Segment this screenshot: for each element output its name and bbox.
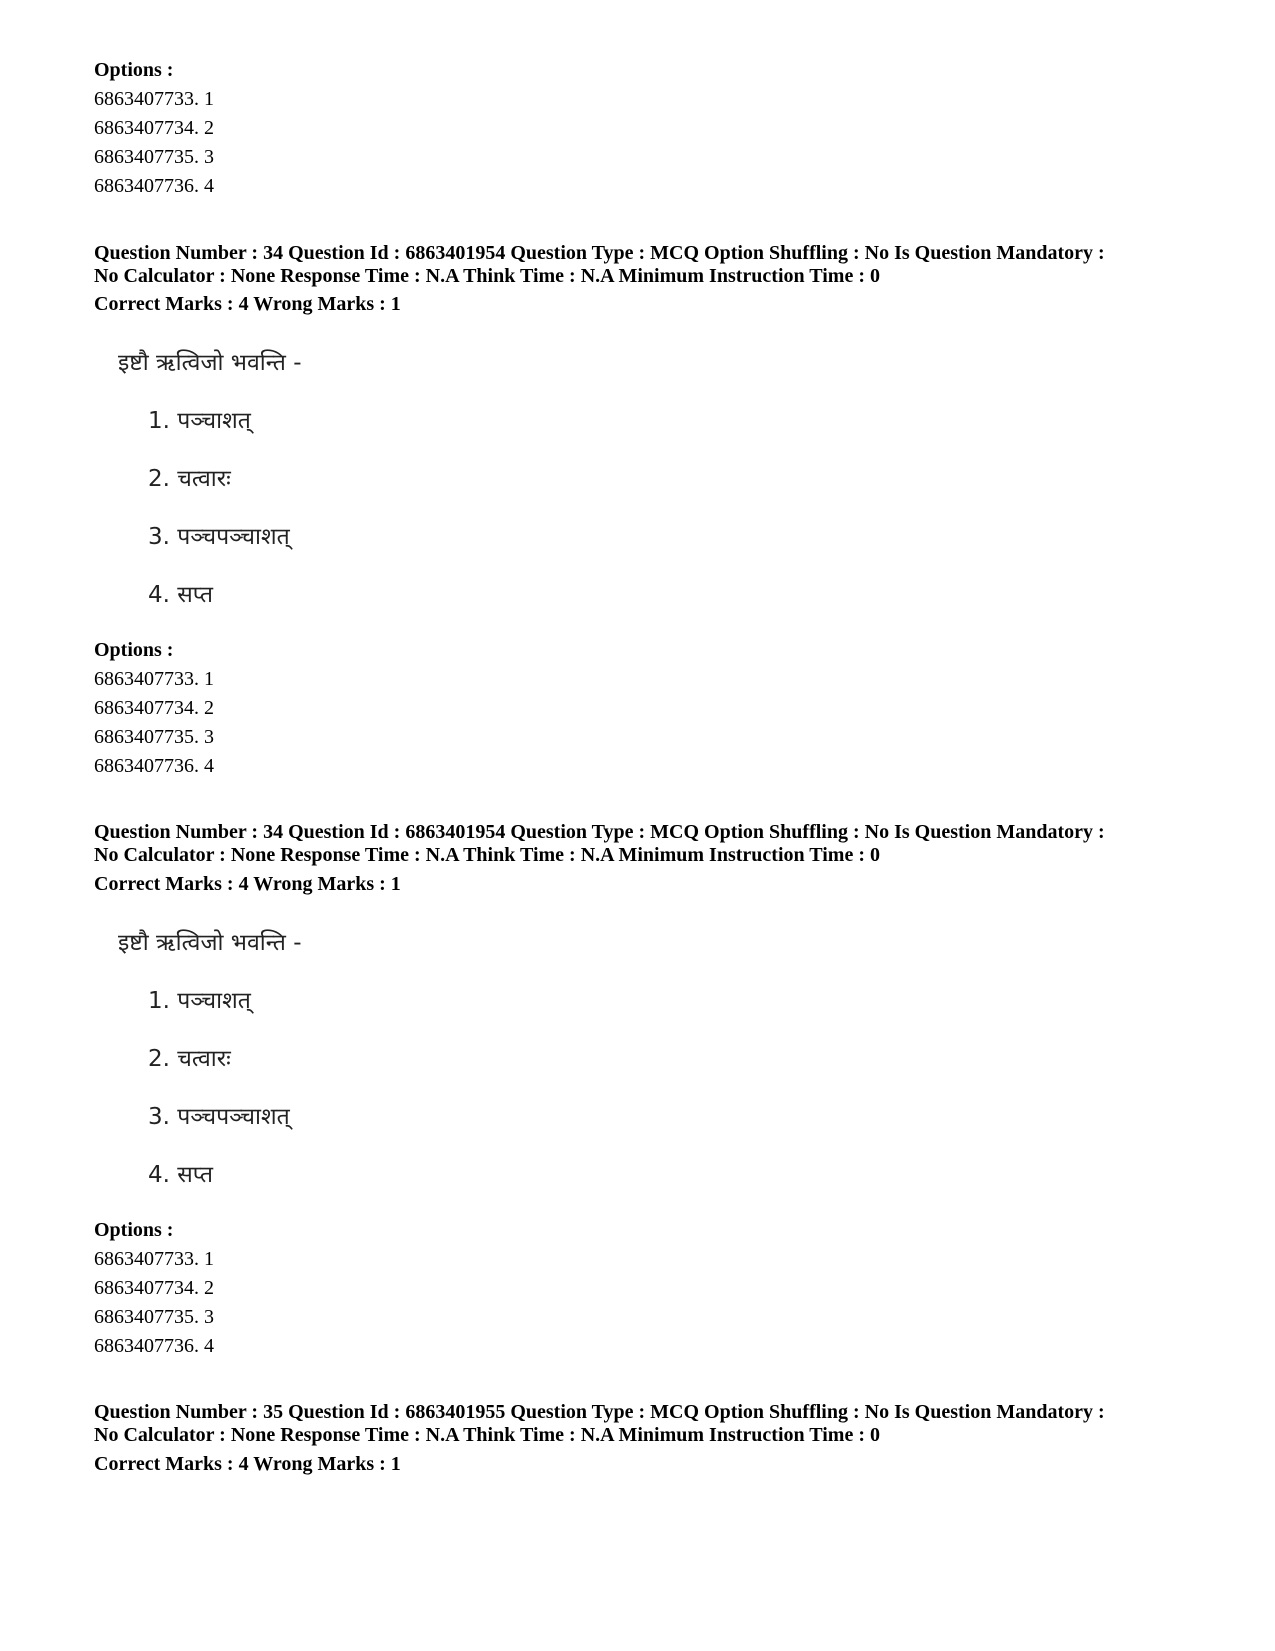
options-label: Options : — [94, 1219, 174, 1241]
question-meta-line: Question Number : 34 Question Id : 6863401954 Question Type : MCQ Option Shuffling : No Is Question Mandatory : — [94, 821, 1105, 843]
option-item: 6863407733. 1 — [94, 88, 214, 110]
question-choice: 4. सप्त — [148, 1162, 213, 1188]
question-choice: 2. चत्वारः — [148, 466, 231, 492]
question-choice: 1. पञ्चाशत् — [148, 988, 251, 1014]
option-item: 6863407734. 2 — [94, 1277, 214, 1299]
question-meta-line: Question Number : 34 Question Id : 6863401954 Question Type : MCQ Option Shuffling : No Is Question Mandatory : — [94, 242, 1105, 264]
option-item: 6863407733. 1 — [94, 1248, 214, 1270]
question-meta-line: No Calculator : None Response Time : N.A Think Time : N.A Minimum Instruction Time : 0 — [94, 844, 880, 866]
marks-line: Correct Marks : 4 Wrong Marks : 1 — [94, 1453, 401, 1475]
question-choice: 4. सप्त — [148, 582, 213, 608]
options-label: Options : — [94, 639, 174, 661]
question-choice: 2. चत्वारः — [148, 1046, 231, 1072]
question-text: इष्टौ ऋत्विजो भवन्ति - — [118, 930, 302, 956]
option-item: 6863407735. 3 — [94, 146, 214, 168]
option-item: 6863407734. 2 — [94, 697, 214, 719]
question-choice: 3. पञ्चपञ्चाशत् — [148, 524, 290, 550]
option-item: 6863407734. 2 — [94, 117, 214, 139]
question-choice: 3. पञ्चपञ्चाशत् — [148, 1104, 290, 1130]
option-item: 6863407736. 4 — [94, 175, 214, 197]
options-label: Options : — [94, 59, 174, 81]
marks-line: Correct Marks : 4 Wrong Marks : 1 — [94, 293, 401, 315]
option-item: 6863407735. 3 — [94, 726, 214, 748]
option-item: 6863407733. 1 — [94, 668, 214, 690]
question-text: इष्टौ ऋत्विजो भवन्ति - — [118, 350, 302, 376]
question-meta-line: Question Number : 35 Question Id : 6863401955 Question Type : MCQ Option Shuffling : No Is Question Mandatory : — [94, 1401, 1105, 1423]
option-item: 6863407736. 4 — [94, 755, 214, 777]
option-item: 6863407736. 4 — [94, 1335, 214, 1357]
marks-line: Correct Marks : 4 Wrong Marks : 1 — [94, 873, 401, 895]
option-item: 6863407735. 3 — [94, 1306, 214, 1328]
question-meta-line: No Calculator : None Response Time : N.A Think Time : N.A Minimum Instruction Time : 0 — [94, 1424, 880, 1446]
question-meta-line: No Calculator : None Response Time : N.A Think Time : N.A Minimum Instruction Time : 0 — [94, 265, 880, 287]
question-choice: 1. पञ्चाशत् — [148, 408, 251, 434]
